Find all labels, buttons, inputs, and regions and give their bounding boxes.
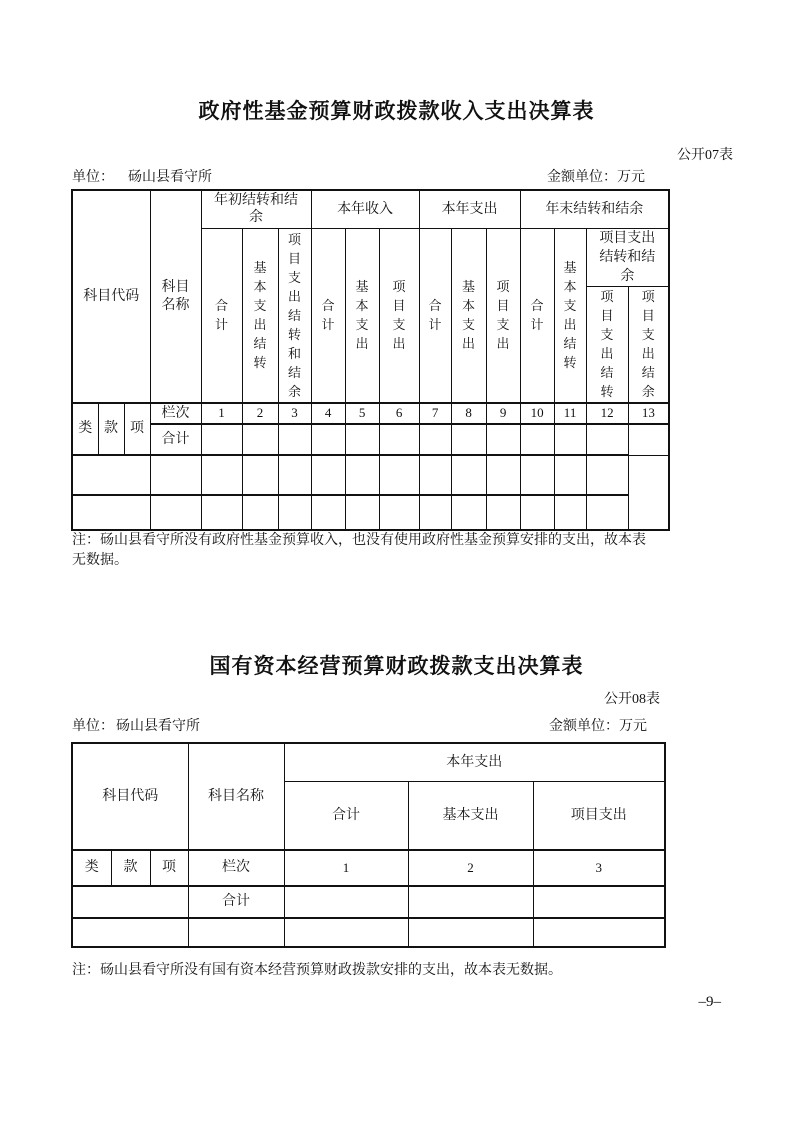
empty-cell xyxy=(520,424,554,455)
empty-code-cell xyxy=(72,495,150,530)
col-header-expend-total: 合计 xyxy=(419,228,451,403)
empty-cell xyxy=(554,424,586,455)
gov-fund-budget-table xyxy=(71,189,670,531)
empty-code-cell xyxy=(72,455,150,495)
empty-cell xyxy=(419,455,451,495)
empty-cell xyxy=(150,455,201,495)
empty-cell xyxy=(284,918,408,947)
table2-title: 国有资本经营预算财政拨款支出决算表 xyxy=(209,655,584,678)
table1-form-number: 公开07表 xyxy=(677,148,733,163)
code-col-sub: 项 xyxy=(150,850,188,886)
rank-label: 栏次 xyxy=(150,403,201,424)
empty-cell xyxy=(451,495,486,530)
table1-unit xyxy=(72,166,212,186)
empty-cell xyxy=(188,918,284,947)
page-number: –9– xyxy=(698,994,721,1010)
col-header-project-expenditure: 项目支出 xyxy=(533,781,665,850)
col-number: 10 xyxy=(520,403,554,424)
table2-unit-row xyxy=(72,715,647,735)
empty-cell xyxy=(311,424,345,455)
empty-cell xyxy=(520,495,554,530)
unit-name: 砀山县看守所 xyxy=(116,719,200,734)
empty-cell xyxy=(520,455,554,495)
empty-cell xyxy=(586,424,628,455)
empty-cell xyxy=(533,918,665,947)
empty-cell xyxy=(311,495,345,530)
col-number: 8 xyxy=(451,403,486,424)
col-header-begin-basic-carryover: 基本支出结转 xyxy=(242,228,278,403)
empty-cell xyxy=(451,455,486,495)
empty-cell xyxy=(533,886,665,918)
empty-cell xyxy=(242,495,278,530)
empty-cell xyxy=(554,455,586,495)
col-header-end-basic-carryover: 基本支出结转 xyxy=(554,228,586,403)
header-subject-name: 科目名称 xyxy=(150,190,201,403)
table2-form-number: 公开08表 xyxy=(604,692,660,707)
header-subject-name: 科目名称 xyxy=(188,743,284,850)
empty-cell xyxy=(408,918,533,947)
empty-cell xyxy=(278,424,311,455)
code-col-sub: 项 xyxy=(124,403,150,455)
empty-cell xyxy=(278,455,311,495)
empty-cell xyxy=(242,455,278,495)
empty-cell xyxy=(419,424,451,455)
col-header-end-project-surplus: 项目支出结余 xyxy=(628,286,669,403)
table2-unit xyxy=(72,715,200,735)
col-header-expend-basic: 基本支出 xyxy=(451,228,486,403)
col-header-income-total: 合计 xyxy=(311,228,345,403)
group-year-end-balance: 年末结转和结余 xyxy=(520,190,669,228)
state-capital-budget-table xyxy=(71,742,666,948)
empty-cell xyxy=(554,495,586,530)
code-col-item: 款 xyxy=(111,850,150,886)
empty-cell xyxy=(486,455,520,495)
empty-cell xyxy=(486,424,520,455)
table1-amount-unit: 金额单位：万元 xyxy=(547,170,645,185)
unit-label: 单位： xyxy=(72,170,114,185)
empty-cell xyxy=(345,424,379,455)
table1-title: 政府性基金预算财政拨款收入支出决算表 xyxy=(198,100,595,123)
col-header-basic-expenditure: 基本支出 xyxy=(408,781,533,850)
col-header-income-project: 项目支出 xyxy=(379,228,419,403)
table1-unit-row xyxy=(72,166,645,186)
code-col-class: 类 xyxy=(72,850,111,886)
empty-code-cell xyxy=(72,918,188,947)
empty-cell xyxy=(345,495,379,530)
col-header-end-project-carryforward: 项目支出结转 xyxy=(586,286,628,403)
code-col-item: 款 xyxy=(98,403,124,455)
col-header-begin-total: 合计 xyxy=(201,228,242,403)
empty-cell xyxy=(311,455,345,495)
empty-cell xyxy=(150,495,201,530)
col-number: 5 xyxy=(345,403,379,424)
col-number: 4 xyxy=(311,403,345,424)
empty-cell xyxy=(628,424,669,455)
row-label-total: 合计 xyxy=(150,424,201,455)
col-number: 1 xyxy=(284,850,408,886)
empty-cell xyxy=(201,495,242,530)
table2-note: 注：砀山县看守所没有国有资本经营预算财政拨款安排的支出，故本表无数据。 xyxy=(72,963,562,978)
col-number: 2 xyxy=(408,850,533,886)
col-number: 1 xyxy=(201,403,242,424)
col-header-end-total: 合计 xyxy=(520,228,554,403)
header-subject-code: 科目代码 xyxy=(72,190,150,403)
col-number: 9 xyxy=(486,403,520,424)
col-number: 11 xyxy=(554,403,586,424)
table1-note: 注：砀山县看守所没有政府性基金预算收入，也没有使用政府性基金预算安排的支出，故本表无数据。 xyxy=(72,533,646,568)
col-header-expend-project: 项目支出 xyxy=(486,228,520,403)
rank-label: 栏次 xyxy=(188,850,284,886)
col-header-total: 合计 xyxy=(284,781,408,850)
col-number: 7 xyxy=(419,403,451,424)
table2-amount-unit: 金额单位：万元 xyxy=(549,719,647,734)
row-label-total: 合计 xyxy=(188,886,284,918)
col-header-income-basic: 基本支出 xyxy=(345,228,379,403)
col-number: 3 xyxy=(278,403,311,424)
empty-code-cell xyxy=(72,886,188,918)
empty-cell xyxy=(419,495,451,530)
group-current-year-expenditure: 本年支出 xyxy=(419,190,520,228)
col-number: 2 xyxy=(242,403,278,424)
empty-cell xyxy=(379,455,419,495)
empty-cell xyxy=(451,424,486,455)
col-number: 13 xyxy=(628,403,669,424)
col-number: 3 xyxy=(533,850,665,886)
empty-cell xyxy=(586,455,628,495)
group-beginning-balance: 年初结转和结余 xyxy=(201,190,311,228)
empty-cell xyxy=(408,886,533,918)
empty-cell xyxy=(201,455,242,495)
empty-cell xyxy=(345,455,379,495)
empty-cell xyxy=(379,495,419,530)
subgroup-end-project-carryover: 项目支出结转和结余 xyxy=(586,228,669,286)
empty-cell xyxy=(486,495,520,530)
group-current-year-income: 本年收入 xyxy=(311,190,419,228)
unit-label: 单位： xyxy=(72,719,114,734)
col-number: 12 xyxy=(586,403,628,424)
col-header-begin-project-carryover: 项目支出结转和结余 xyxy=(278,228,311,403)
empty-cell xyxy=(242,424,278,455)
empty-cell xyxy=(586,495,628,530)
header-subject-code: 科目代码 xyxy=(72,743,188,850)
unit-name: 砀山县看守所 xyxy=(128,170,212,185)
code-col-class: 类 xyxy=(72,403,98,455)
empty-cell xyxy=(278,495,311,530)
empty-cell xyxy=(284,886,408,918)
col-number: 6 xyxy=(379,403,419,424)
empty-cell xyxy=(379,424,419,455)
empty-cell xyxy=(201,424,242,455)
group-current-year-expenditure: 本年支出 xyxy=(284,743,665,781)
